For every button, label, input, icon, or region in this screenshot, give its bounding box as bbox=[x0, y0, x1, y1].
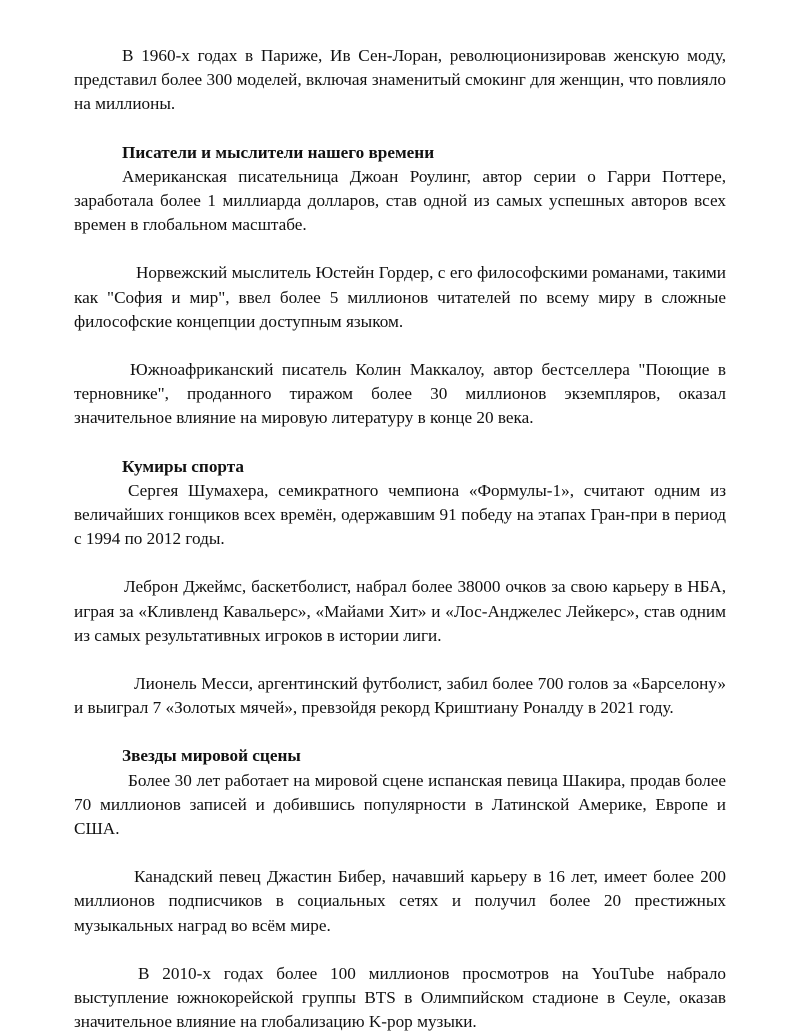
section-heading: Кумиры спорта bbox=[122, 456, 244, 476]
blank-line bbox=[74, 938, 726, 962]
blank-line bbox=[74, 237, 726, 261]
blank-line bbox=[74, 841, 726, 865]
paragraph: Американская писательница Джоан Роулинг, автор серии о Гарри Поттере, заработала более 1 миллиарда долларов, став одной из самых успешных авторов всех времен в глобальном масштабе. bbox=[74, 166, 726, 235]
paragraph: Леброн Джеймс, баскетболист, набрал более 38000 очков за свою карьеру в НБА, играя за «Кливленд Кавальерс», «Майами Хит» и «Лос-Анджелес Лейкерс», став одним из самых результативных игроков в истории лиги. bbox=[74, 577, 726, 645]
paragraph: В 2010-х годах более 100 миллионов просмотров на YouTube набрало выступление южнокорейской группы BTS в Олимпийском стадионе в Сеуле, оказав значительное влияние на глобализацию K-pop музыки. bbox=[74, 963, 726, 1032]
paragraph: Канадский певец Джастин Бибер, начавший карьеру в 16 лет, имеет более 200 миллионов подписчиков в социальных сетях и получил более 20 престижных музыкальных наград во всём мире. bbox=[74, 867, 726, 935]
paragraph: Более 30 лет работает на мировой сцене испанская певица Шакира, продав более 70 миллионов записей и добившись популярности в Латинской Америке, Европе и США. bbox=[74, 770, 726, 839]
blank-line bbox=[74, 117, 726, 141]
blank-line bbox=[74, 551, 726, 575]
paragraph: В 1960-х годах в Париже, Ив Сен-Лоран, революционизировав женскую моду, представил более 300 моделей, включая знаменитый смокинг для женщин, что повлияло на миллионы. bbox=[74, 46, 726, 114]
blank-line bbox=[74, 720, 726, 744]
paragraph: Лионель Месси, аргентинский футболист, забил более 700 голов за «Барселону» и выиграл 7 «Золотых мячей», превзойдя рекорд Криштиану Роналду в 2021 году. bbox=[74, 674, 726, 718]
blank-line bbox=[74, 334, 726, 358]
blank-line bbox=[74, 648, 726, 672]
section-heading: Звезды мировой сцены bbox=[122, 746, 301, 766]
section-heading: Писатели и мыслители нашего времени bbox=[122, 142, 435, 162]
blank-line bbox=[74, 431, 726, 455]
paragraph: Южноафриканский писатель Колин Маккалоу, автор бестселлера "Поющие в терновнике", проданного тиражом более 30 миллионов экземпляров, оказал значительное влияние на мировую литературу в конце 20 века. bbox=[74, 360, 726, 428]
document-page bbox=[74, 44, 726, 1035]
paragraph: Норвежский мыслитель Юстейн Гордер, с его философскими романами, такими как "София и мир", ввел более 5 миллионов читателей по всему миру в сложные философские концепции доступным языком. bbox=[74, 263, 726, 331]
paragraph: Сергея Шумахера, семикратного чемпиона «Формулы-1», считают одним из величайших гонщиков всех времён, одержавшим 91 победу на этапах Гран-при в период с 1994 по 2012 годы. bbox=[74, 480, 726, 549]
